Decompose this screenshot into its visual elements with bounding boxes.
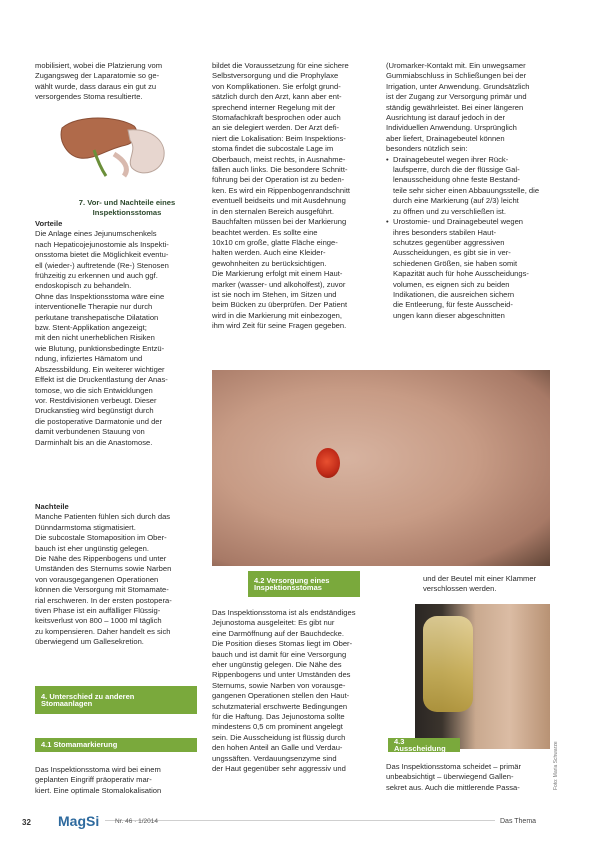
column-middle — [212, 61, 382, 332]
issue-info: Nr. 46 · 1/2014 — [115, 818, 158, 825]
section-4-2-heading: 4.2 Versorgung eines Inspektionsstomas — [248, 571, 360, 597]
section-4-heading: 4. Unterschied zu anderen Stomaanlagen — [35, 686, 197, 714]
liver-anatomy-illustration — [54, 110, 174, 182]
magazine-brand: MagSi — [58, 813, 100, 829]
stomamarkierung-text: bildet die Voraussetzung für eine sichere Selbstversorgung und die Prophylaxe von Komplikationen. Sie erfolgt grund- sätzlich durch den Arzt, kann aber ent- sprechend interner Regelung mit der Stomafachkraft besprochen oder auch an sie delegiert werden. Der Arzt defi- niert die Lokalisation: Beim Inspektions- stoma findet die subcostale Lage im Oberbauch, meist rechts, in Ausnahme- fällen auch links. Die besondere Schnitt- führung bei der Operation ist zu beden- ken. Es wird ein Rippenbogenrandschnitt eventuell beidseits und mit Ausdehnung in den sternalen Bereich ausgeführt. Bauchfalten müssen bei der Markierung beachtet werden. Es sollte eine 10x10 cm große, glatte Fläche einge- halten werden. Auch eine Kleider- gewohnheiten zu berücksichtigen. Die Markierung erfolgt mit einem Haut- marker (wasser- und alkoholfest), zuvor ist sie noch im Stehen, im Sitzen und beim Bücken zu überprüfen. Der Patient wird in die Markierung mit einbezogen, ihm wird Zeit für seine Fragen gegeben. — [212, 61, 351, 331]
section-4-2-text: Das Inspektionsstoma ist als endständiges Jejunostoma ausgeleitet: Es gibt nur eine Darmöffnung auf der Bauchdecke. Die Position dieses Stomas liegt im Ober- bauch und ist damit für eine Versorgung eher ungünstig gelegen. Die Nähe des Rippenbogens und unter Umständen des Sternums, sowie Narben von vorausge- gangenen Operationen stellen den Haut- schutzmaterial erschwerte Bedingungen für die Haftung. Das Jejunostoma sollte mindestens 0,5 cm prominent angelegt sein. Die Ausscheidung ist flüssig durch den hohen Anteil an Galle und Verdau- ungssäften. Verdauungsenzyme sind der Haut gegenüber sehr aggressiv und — [212, 608, 356, 774]
figure-7-caption: 7. Vor- und Nachteile eines Inspektionsstomas — [78, 198, 176, 218]
nachteile-text: Manche Patienten fühlen sich durch das Dünndarmstoma stigmatisiert. Die subcostale Stomaposition im Ober- bauch ist eher ungünstig gelegen. Die Nähe des Rippenbogens und unter Umständen des Sternums sowie Narben von vorausgegangenen Operationen können die Versorgung mit Stomamate- rial erschweren. In der ersten postopera- tiven Phase ist ein auffälliger Flüssig- keitsverlust von 800 – 1000 ml täglich zu kompensieren. Daher handelt es sich überwiegend um Gallesekretion. — [35, 512, 172, 647]
stoma-image-detail — [316, 448, 340, 478]
nachteile-section — [35, 502, 205, 648]
list-item: • Urostomie- und Drainagebeutel wegen ihres besonders stabilen Haut- schutzes gegenüber aggressiven Ausscheidungen, es gibt sie in ver- schiedenen Größen, sie haben somit Kapazität auch für hohe Ausscheidungs- volumen, es eignen sich zu beiden Indikationen, die ausreichen sichern die Entleerung, für feste Ausscheid- ungen kann dieser abgeschnitten — [386, 217, 549, 321]
page-number: 32 — [22, 818, 31, 827]
drainage-pouch-detail — [423, 616, 473, 712]
bag-caption-text: und der Beutel mit einer Klammer verschlossen werden. — [423, 574, 537, 594]
inspection-stoma-photo — [212, 370, 550, 566]
vorteile-text: Die Anlage eines Jejunumschenkels nach Hepaticojejunostomie als Inspekti- onsstoma bietet die Möglichkeit eventu- ell (wieder-) auftretende (Re-) Stenosen frühzeitig zu erkennen und auch ggf. endoskopisch zu behandeln. Ohne das Inspektionsstoma wäre eine interventionelle Therapie nur durch perkutane transhepatische Dilatation bzw. Stent-Applikation angezeigt; mit den nicht unerheblichen Risiken wie Blutung, punktionsbedingte Entzü- ndung, infiziertes Hämatom und Abszessbildung. Ein weiterer wichtiger Effekt ist die Druckentlastung der Anas- tomose, wo die sich Entwicklungen vor. Restdivisionen verbeugt. Dieser Druckanstieg wird begünstigt durch die postoperative Darmatonie und der damit verbundenen Stauung von Darminhalt bis an die Anastomose. — [35, 229, 169, 447]
section-4-1-heading: 4.1 Stomamarkierung — [35, 738, 197, 752]
section-4-3-heading: 4.3 Ausscheidung — [388, 738, 460, 752]
intro-paragraph: mobilisiert, wobei die Platzierung vom Zugangsweg der Laparatomie so ge- wählt wurde, dass daraus ein gut zu versorgendes Stoma resultierte. — [35, 61, 163, 102]
section-4-3-text: Das Inspektionsstoma scheidet – primär unbeabsichtigt – überwiegend Gallen- sekret aus. Auch die mittlerende Passa- — [386, 762, 522, 792]
photo-credit: Foto: Maria Schwarze — [553, 741, 559, 790]
column-right — [386, 61, 549, 321]
section-title: Das Thema — [500, 818, 537, 825]
list-item: • Drainagebeutel wegen ihrer Rück- laufsperre, durch die der flüssige Gal- lenausscheidung ohne feste Bestand- teile sehr sicher einen Abbauungsstelle, die durch eine Markierung (auf 2/3) leicht zu öffnen und zu verschließen ist. — [386, 155, 549, 217]
pouch-options-list — [386, 155, 549, 322]
vorteile-heading: Vorteile — [35, 219, 63, 228]
vorteile-section — [35, 219, 205, 448]
right-intro-text: (Uromarker-Kontakt mit. Ein unwegsamer Gummiabschluss in Schließungen bei der Irrigation, unter Anwendung. Grundsätzlich ist der Zugang zur Versorgung primär und ständig gewährleistet. Bei einer längeren Ausrichtung ist darauf jedoch in der Individuellen Anwendung. Ursprünglich aber liefert, Drainagebeutel können besonders nützlich sein: — [386, 61, 530, 154]
column-left — [35, 61, 203, 103]
footer-divider — [105, 820, 495, 821]
nachteile-heading: Nachteile — [35, 502, 69, 511]
section-4-1-text: Das Inspektionsstoma wird bei einem geplanten Eingriff präoperativ mar- kiert. Eine optimale Stomalokalisation — [35, 765, 162, 795]
